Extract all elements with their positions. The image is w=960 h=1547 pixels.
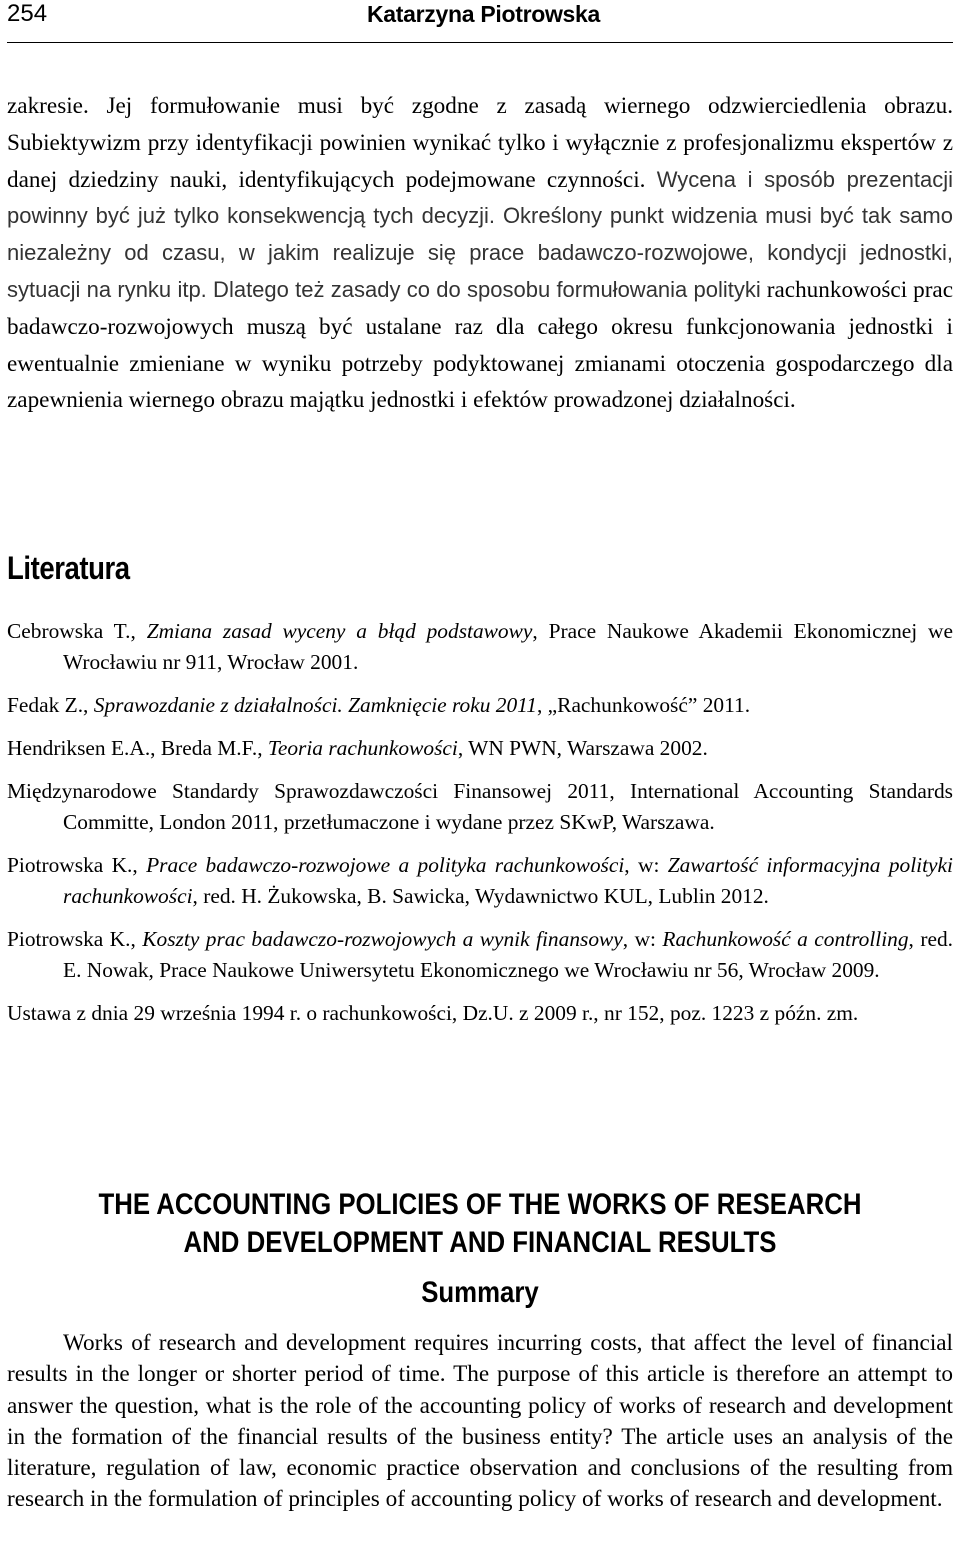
ref-sep: ,: [83, 693, 94, 717]
ref-author: Piotrowska K.: [7, 927, 131, 951]
page-header: [7, 0, 953, 43]
text-segment-sans: Wycena i sposób prezentacji powinny być już tylko konsekwencją tych decyzji. Określony punkt widzenia musi być tak samo niezależny od czasu, w jakim realizuje się prace badawczo-rozwojowe, kondycji jednostki, sytuacji na rynku itp. Dlatego też zasady co do sposobu formułowania polityki: [7, 166, 953, 302]
reference-item: [7, 850, 953, 912]
ref-author: Hendriksen E.A., Breda M.F.: [7, 736, 258, 760]
reference-item: [7, 924, 953, 986]
ref-title: Prace badawczo-rozwojowe a polityka rachunkowości: [146, 853, 625, 877]
ref-rest: , „Rachunkowość” 2011.: [536, 693, 751, 717]
ref-rest: , red. E. Nowak, Prace Naukowe Uniwersytetu Ekonomicznego we Wrocławiu nr 56, Wrocław 2009.: [63, 927, 953, 982]
ref-rest: , WN PWN, Warszawa 2002.: [457, 736, 708, 760]
ref-rest: , Prace Naukowe Akademii Ekonomicznej we Wrocławiu nr 911, Wrocław 2001.: [63, 619, 953, 674]
ref-author: Fedak Z.: [7, 693, 84, 717]
ref-rest: , red. H. Żukowska, B. Sawicka, Wydawnictwo KUL, Lublin 2012.: [192, 884, 769, 908]
english-title: [67, 1186, 893, 1262]
paragraph: [7, 88, 953, 419]
ref-author: Cebrowska T.: [7, 619, 131, 643]
ref-rest: Międzynarodowe Standardy Sprawozdawczości Finansowej 2011, International Accounting Standards Committe, London 2011, przetłumaczone i wydane przez SKwP, Warszawa.: [7, 779, 953, 834]
reference-item: [7, 733, 953, 764]
ref-sep: ,: [132, 853, 147, 877]
ref-title: Teoria rachunkowości: [267, 736, 458, 760]
body-text: [7, 88, 953, 419]
ref-sep: ,: [130, 619, 147, 643]
ref-sep: , w:: [624, 853, 668, 877]
literature-heading: Literatura: [7, 550, 130, 586]
ref-author: Piotrowska K.: [7, 853, 133, 877]
running-head: Katarzyna Piotrowska: [367, 1, 601, 27]
ref-sep: ,: [130, 927, 143, 951]
ref-title: Rachunkowość a controlling: [662, 927, 909, 951]
ref-title: Zawartość informacyjna polityki rachunkowości: [63, 853, 953, 908]
reference-item: [7, 998, 953, 1029]
ref-title: Koszty prac badawczo-rozwojowych a wynik finansowy: [142, 927, 623, 951]
ref-sep: , w:: [622, 927, 663, 951]
english-title-line: THE ACCOUNTING POLICIES OF THE WORKS OF RESEARCH: [98, 1188, 862, 1221]
reference-item: [7, 690, 953, 721]
page-number: 254: [7, 0, 48, 27]
ref-rest: Ustawa z dnia 29 września 1994 r. o rachunkowości, Dz.U. z 2009 r., nr 152, poz. 1223 z późn. zm.: [7, 1001, 859, 1025]
ref-title: Zmiana zasad wyceny a błąd podstawowy: [146, 619, 533, 643]
reference-list: [7, 616, 953, 1041]
english-title-line: AND DEVELOPMENT AND FINANCIAL RESULTS: [183, 1226, 777, 1259]
summary-heading: Summary: [421, 1276, 539, 1309]
text-segment: zakresie. Jej formułowanie musi być zgodne z zasadą wiernego odzwierciedlenia obrazu. Subiektywizm przy identyfikacji powinien wynikać tylko i wyłącznie z profesjonalizmu ekspertów z danej dziedziny nauki, identyfikujących podejmowane czynności.: [7, 93, 953, 193]
ref-title: Sprawozdanie z działalności. Zamknięcie roku 2011: [93, 693, 537, 717]
ref-sep: ,: [257, 736, 268, 760]
reference-item: [7, 616, 953, 678]
summary-text: Works of research and development requires incurring costs, that affect the level of financial results in the longer or shorter period of time. The purpose of this article is therefore an attempt to answer the question, what is the role of the accounting policy of works of research and development in the formation of the financial results of the business entity? The article uses an analysis of the literature, regulation of law, economic practice observation and conclusions of the resulting from research in the formulation of principles of accounting policy of works of research and development.: [7, 1330, 953, 1513]
reference-item: [7, 776, 953, 838]
text-segment: rachunkowości prac badawczo-rozwojowych muszą być ustalane raz dla całego okresu funkcjonowania jednostki i ewentualnie zmieniane w wyniku potrzeby podyktowanej zmianami otoczenia gospodarczego dla zapewnienia wiernego obrazu majątku jednostki i efektów prowadzonej działalności.: [7, 276, 954, 414]
